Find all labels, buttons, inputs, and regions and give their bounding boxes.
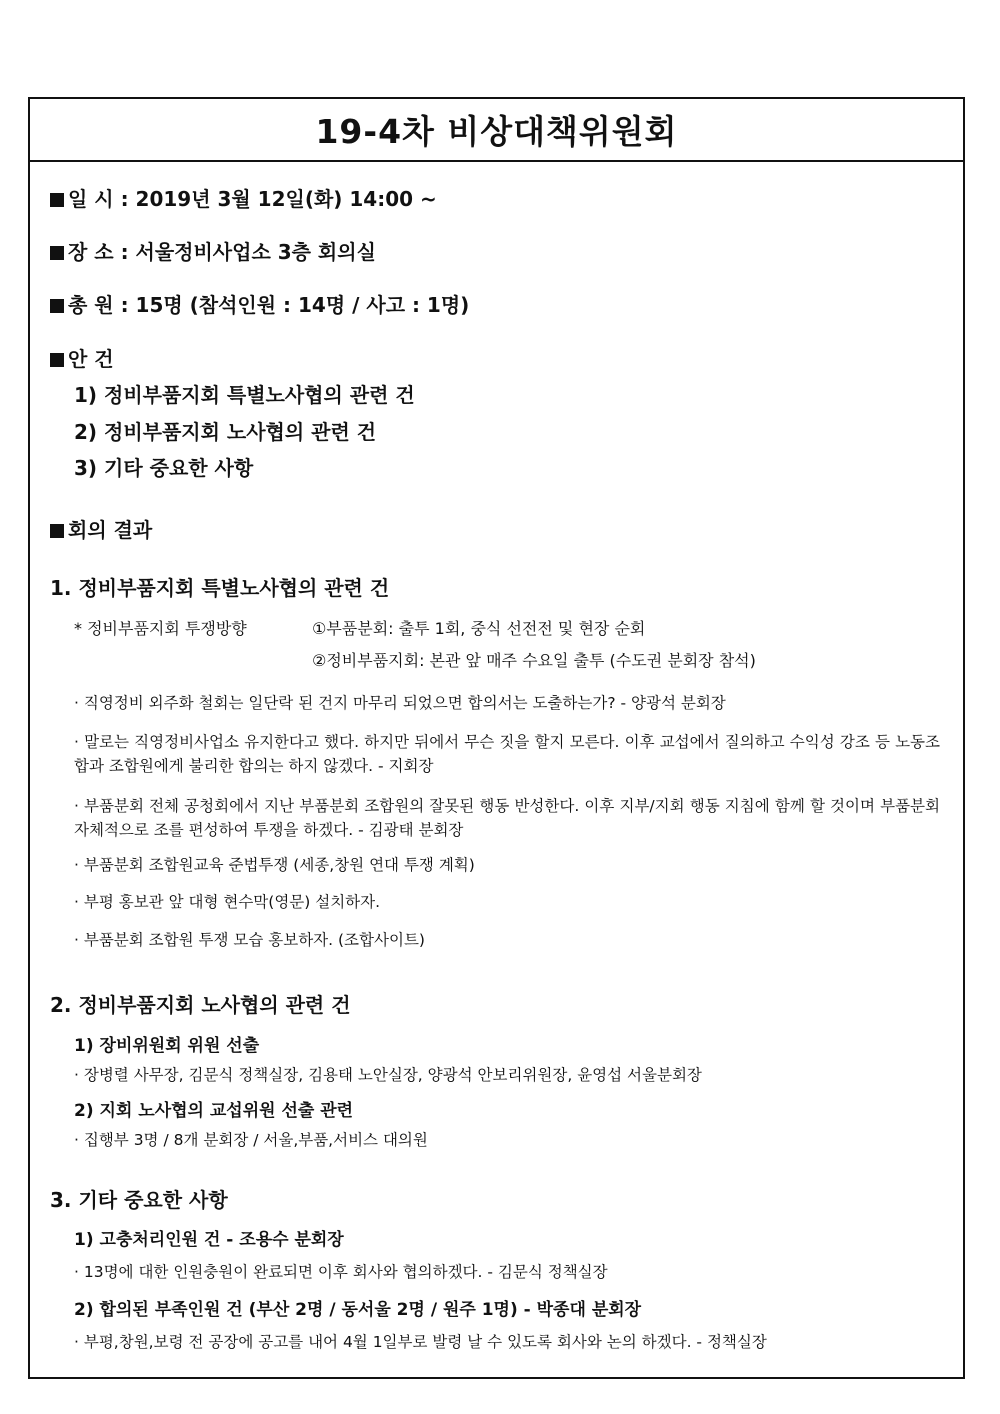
agenda-item: 1) 정비부품지회 특별노사협의 관련 건 [74, 383, 415, 407]
members-text: 총 원 : 15명 (참석인원 : 14명 / 사고 : 1명) [68, 293, 470, 317]
section-3-sub-1: 1) 고충처리인원 건 - 조용수 분회장 [74, 1230, 344, 1250]
result-item: · 부품분회 전체 공청회에서 지난 부품분회 조합원의 잘못된 행동 반성한다. 이후 지부/지회 행동 지침에 함께 할 것이며 부품분회 자체적으로 조를 편성하여 투쟁을 하겠다. - 김광태 분회장 [74, 797, 940, 839]
section-2-sub-2-text: · 집행부 3명 / 8개 분회장 / 서울,부품,서비스 대의원 [74, 1131, 428, 1149]
direction-label: * 정비부품지회 투쟁방향 [74, 619, 247, 638]
title-box [30, 99, 963, 162]
square-bullet-icon [50, 299, 64, 313]
section-3-sub-2-text: · 부평,창원,보령 전 공장에 공고를 내어 4월 1일부로 발령 날 수 있도록 회사와 논의 하겠다. - 정책실장 [74, 1333, 767, 1351]
place-line [50, 236, 376, 265]
agenda-heading [50, 343, 114, 372]
datetime-text: 일 시 : 2019년 3월 12일(화) 14:00 ~ [68, 187, 437, 211]
direction-item-2: ②정비부품지회: 본관 앞 매주 수요일 출투 (수도권 분회장 참석) [312, 651, 756, 670]
section-2-title: 2. 정비부품지회 노사협의 관련 건 [50, 993, 351, 1017]
square-bullet-icon [50, 193, 64, 207]
datetime-line [50, 183, 437, 212]
result-item: · 부평 홍보관 앞 대형 현수막(영문) 설치하자. [74, 893, 381, 911]
document-frame [28, 97, 965, 1379]
result-item: · 부품분회 조합원 투쟁 모습 홍보하자. (조합사이트) [74, 931, 425, 949]
results-label: 회의 결과 [68, 518, 153, 542]
place-text: 장 소 : 서울정비사업소 3층 회의실 [68, 240, 376, 264]
square-bullet-icon [50, 524, 64, 538]
section-3-sub-1-text: · 13명에 대한 인원충원이 완료되면 이후 회사와 협의하겠다. - 김문식 정책실장 [74, 1263, 608, 1281]
document-title: 19-4차 비상대책위원회 [315, 112, 678, 151]
agenda-item: 2) 정비부품지회 노사협의 관련 건 [74, 420, 377, 444]
result-item: · 직영정비 외주화 철회는 일단락 된 건지 마무리 되었으면 합의서는 도출하는가? - 양광석 분회장 [74, 694, 726, 712]
section-3-sub-2: 2) 합의된 부족인원 건 (부산 2명 / 동서울 2명 / 원주 1명) - 박종대 분회장 [74, 1300, 642, 1320]
members-line [50, 289, 469, 318]
result-item: · 부품분회 조합원교육 준법투쟁 (세종,창원 연대 투쟁 계획) [74, 856, 475, 874]
results-heading [50, 514, 152, 543]
result-item: · 말로는 직영정비사업소 유지한다고 했다. 하지만 뒤에서 무슨 짓을 할지 모른다. 이후 교섭에서 질의하고 수익성 강조 등 노동조합과 조합원에게 불리한 합의는 하지 않겠다. - 지회장 [74, 733, 940, 775]
section-2-sub-1-text: · 장병렬 사무장, 김문식 정책실장, 김용태 노안실장, 양광석 안보리위원장, 윤영섭 서울분회장 [74, 1066, 702, 1084]
agenda-item: 3) 기타 중요한 사항 [74, 456, 254, 480]
section-2-sub-2: 2) 지회 노사협의 교섭위원 선출 관련 [74, 1101, 354, 1121]
direction-item-1: ①부품분회: 출투 1회, 중식 선전전 및 현장 순회 [312, 619, 646, 638]
section-1-title: 1. 정비부품지회 특별노사협의 관련 건 [50, 576, 390, 600]
section-2-sub-1: 1) 장비위원회 위원 선출 [74, 1036, 260, 1056]
agenda-label: 안 건 [68, 347, 114, 371]
square-bullet-icon [50, 246, 64, 260]
section-3-title: 3. 기타 중요한 사항 [50, 1188, 228, 1212]
square-bullet-icon [50, 353, 64, 367]
